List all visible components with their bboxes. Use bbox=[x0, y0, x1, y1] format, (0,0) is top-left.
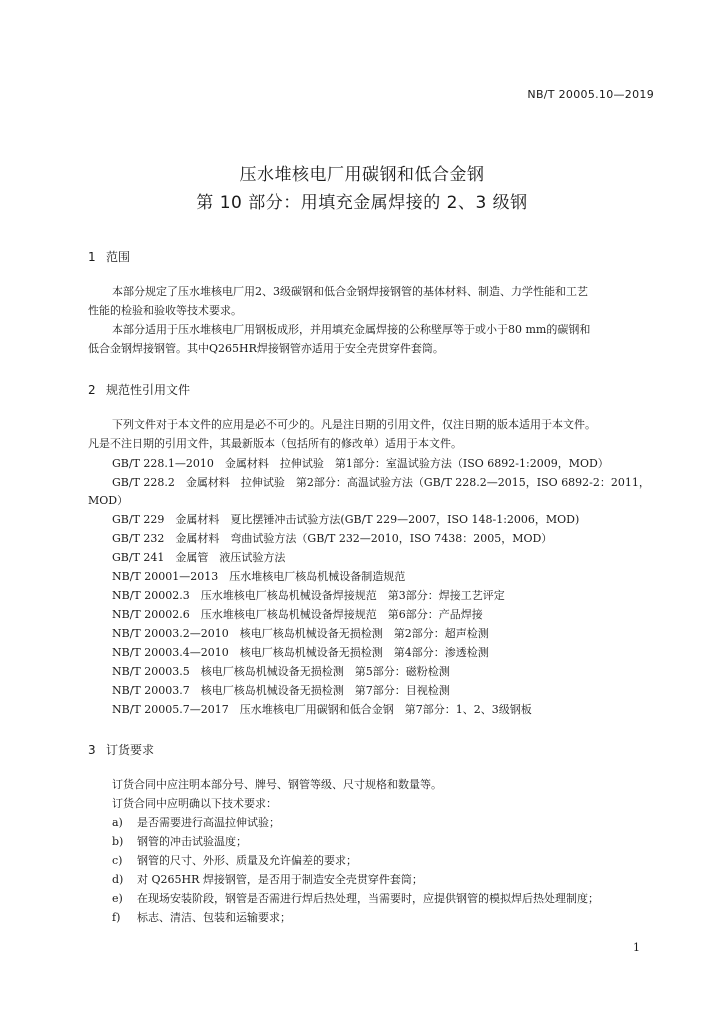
list-item-letter: e) bbox=[112, 892, 123, 905]
section-number: 2 bbox=[88, 383, 96, 397]
list-item-text: 是否需要进行高温拉伸试验； bbox=[137, 816, 280, 829]
page-number: 1 bbox=[633, 941, 640, 954]
section-title: 订货要求 bbox=[106, 743, 155, 757]
ordering-list-item bbox=[112, 835, 247, 849]
scope-line: 本部分适用于压水堆核电厂用钢板成形，并用填充金属焊接的公称壁厚等于或小于80 mm的碳钢和 bbox=[112, 323, 591, 336]
reference-entry: GB/T 232 金属材料 弯曲试验方法（GB/T 232—2010，ISO 7438：2005，MOD） bbox=[112, 532, 553, 545]
scope-line: 性能的检验和验收等技术要求。 bbox=[88, 304, 242, 317]
section-title: 范围 bbox=[106, 250, 131, 264]
scope-line: 本部分规定了压水堆核电厂用2、3级碳钢和低合金钢焊接钢管的基体材料、制造、力学性能和工艺 bbox=[112, 285, 588, 298]
document-title-line-1: 压水堆核电厂用碳钢和低合金钢 bbox=[239, 165, 485, 185]
document-title-line-2: 第 10 部分：用填充金属焊接的 2、3 级钢 bbox=[196, 193, 528, 213]
reference-entry: NB/T 20003.2—2010 核电厂核岛机械设备无损检测 第2部分：超声检测 bbox=[112, 627, 489, 640]
ordering-list-item bbox=[112, 911, 291, 925]
ordering-list-item bbox=[112, 816, 280, 830]
reference-entry: NB/T 20002.3 压水堆核电厂核岛机械设备焊接规范 第3部分：焊接工艺评定 bbox=[112, 589, 505, 602]
section-number: 1 bbox=[88, 250, 96, 264]
reference-entry: NB/T 20003.7 核电厂核岛机械设备无损检测 第7部分：目视检测 bbox=[112, 684, 450, 697]
section-3-heading bbox=[88, 741, 154, 758]
list-item-text: 标志、清洁、包装和运输要求； bbox=[137, 911, 291, 924]
reference-entry: GB/T 228.2 金属材料 拉伸试验 第2部分：高温试验方法（GB/T 228.2—2015，ISO 6892-2：2011， bbox=[112, 476, 650, 489]
list-item-letter: c) bbox=[112, 854, 123, 867]
reference-entry: GB/T 241 金属管 液压试验方法 bbox=[112, 551, 286, 564]
ordering-list-item bbox=[112, 854, 357, 868]
scope-line: 低合金钢焊接钢管。其中Q265HR焊接钢管亦适用于安全壳贯穿件套筒。 bbox=[88, 342, 444, 355]
reference-entry: NB/T 20003.4—2010 核电厂核岛机械设备无损检测 第4部分：渗透检测 bbox=[112, 646, 489, 659]
list-item-text: 对 Q265HR 焊接钢管，是否用于制造安全壳贯穿件套筒； bbox=[137, 873, 423, 886]
list-item-letter: d) bbox=[112, 873, 124, 886]
normative-intro-line: 凡是不注日期的引用文件，其最新版本（包括所有的修改单）适用于本文件。 bbox=[88, 437, 462, 450]
reference-entry: NB/T 20002.6 压水堆核电厂核岛机械设备焊接规范 第6部分：产品焊接 bbox=[112, 608, 483, 621]
ordering-intro-line: 订货合同中应注明本部分号、牌号、钢管等级、尺寸规格和数量等。 bbox=[112, 778, 442, 791]
list-item-text: 钢管的尺寸、外形、质量及允许偏差的要求； bbox=[137, 854, 357, 867]
section-1-heading bbox=[88, 248, 130, 265]
standard-code: NB/T 20005.10—2019 bbox=[527, 88, 654, 101]
list-item-letter: f) bbox=[112, 911, 121, 924]
reference-entry: NB/T 20001—2013 压水堆核电厂核岛机械设备制造规范 bbox=[112, 570, 406, 583]
normative-intro-line: 下列文件对于本文件的应用是必不可少的。凡是注日期的引用文件，仅注日期的版本适用于本文件。 bbox=[112, 418, 596, 431]
reference-entry: MOD） bbox=[88, 494, 129, 507]
reference-entry: GB/T 229 金属材料 夏比摆锤冲击试验方法(GB/T 229—2007，ISO 148-1:2006，MOD) bbox=[112, 513, 580, 526]
reference-entry: NB/T 20005.7—2017 压水堆核电厂用碳钢和低合金钢 第7部分：1、2、3级钢板 bbox=[112, 703, 532, 716]
section-title: 规范性引用文件 bbox=[106, 383, 191, 397]
list-item-text: 钢管的冲击试验温度； bbox=[137, 835, 247, 848]
reference-entry: GB/T 228.1—2010 金属材料 拉伸试验 第1部分：室温试验方法（ISO 6892-1:2009，MOD） bbox=[112, 457, 609, 470]
list-item-letter: b) bbox=[112, 835, 124, 848]
section-2-heading bbox=[88, 381, 190, 398]
ordering-list-item bbox=[112, 873, 423, 887]
list-item-text: 在现场安装阶段，钢管是否需进行焊后热处理，当需要时，应提供钢管的模拟焊后热处理制度； bbox=[137, 892, 599, 905]
ordering-list-item bbox=[112, 892, 599, 906]
reference-entry: NB/T 20003.5 核电厂核岛机械设备无损检测 第5部分：磁粉检测 bbox=[112, 665, 450, 678]
list-item-letter: a) bbox=[112, 816, 123, 829]
section-number: 3 bbox=[88, 743, 96, 757]
ordering-intro-line: 订货合同中应明确以下技术要求： bbox=[112, 797, 277, 810]
